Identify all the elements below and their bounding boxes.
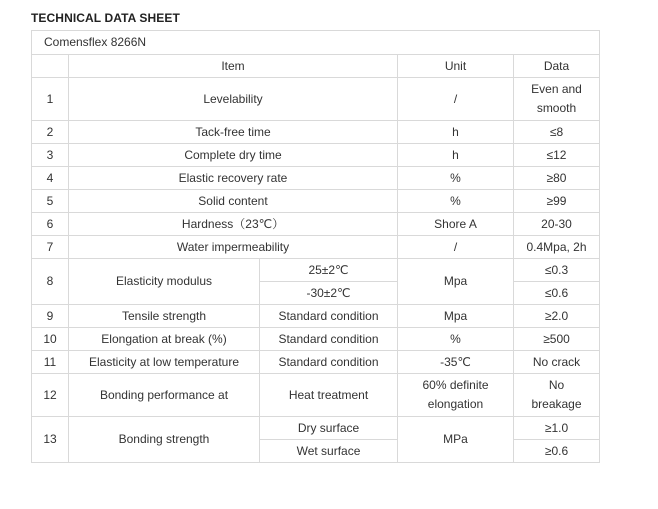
table-row: [32, 190, 600, 213]
row-number: 12: [32, 374, 69, 417]
row-data: [514, 78, 600, 121]
row-unit-line2: elongation: [427, 397, 484, 411]
row-data-line1: No: [548, 378, 565, 392]
row-unit: /: [398, 78, 514, 121]
row-data: ≥80: [514, 167, 600, 190]
row-condition: -30±2℃: [260, 282, 398, 305]
row-data: ≥1.0: [514, 417, 600, 440]
row-item: Bonding performance at: [69, 374, 260, 417]
row-unit: -35℃: [398, 351, 514, 374]
header-unit: Unit: [398, 55, 514, 78]
row-item: Elongation at break (%): [69, 328, 260, 351]
header-item: Item: [69, 55, 398, 78]
row-unit: Mpa: [398, 259, 514, 305]
row-condition: Standard condition: [260, 328, 398, 351]
row-item: Water impermeability: [69, 236, 398, 259]
table-row: [32, 213, 600, 236]
table-row: [32, 417, 600, 440]
row-number: 7: [32, 236, 69, 259]
row-unit: /: [398, 236, 514, 259]
row-data: ≥0.6: [514, 440, 600, 463]
sheet-title: TECHNICAL DATA SHEET: [31, 11, 180, 25]
row-data: ≥500: [514, 328, 600, 351]
technical-data-table: [31, 30, 600, 463]
row-data: 20-30: [514, 213, 600, 236]
row-number: 4: [32, 167, 69, 190]
row-data: ≥99: [514, 190, 600, 213]
row-condition: Heat treatment: [260, 374, 398, 417]
row-number: 1: [32, 78, 69, 121]
row-number: 11: [32, 351, 69, 374]
row-item: Elasticity at low temperature: [69, 351, 260, 374]
row-unit: %: [398, 328, 514, 351]
row-condition: Standard condition: [260, 305, 398, 328]
row-item: Levelability: [69, 78, 398, 121]
row-number: 13: [32, 417, 69, 463]
row-data: 0.4Mpa, 2h: [514, 236, 600, 259]
product-row: [32, 31, 600, 55]
row-item: Bonding strength: [69, 417, 260, 463]
row-unit: [398, 374, 514, 417]
row-unit-line1: 60% definite: [422, 378, 489, 392]
row-unit: %: [398, 167, 514, 190]
row-condition: Wet surface: [260, 440, 398, 463]
row-number: 2: [32, 121, 69, 144]
row-number: 6: [32, 213, 69, 236]
row-unit: Shore A: [398, 213, 514, 236]
header-data: Data: [514, 55, 600, 78]
table-row: [32, 374, 600, 417]
row-data-line1: Even and: [531, 82, 582, 96]
row-data-line2: breakage: [531, 397, 582, 411]
table-row: [32, 328, 600, 351]
row-item: Tensile strength: [69, 305, 260, 328]
row-number: 8: [32, 259, 69, 305]
row-number: 3: [32, 144, 69, 167]
row-number: 5: [32, 190, 69, 213]
table-row: [32, 121, 600, 144]
row-item: Hardness（23℃）: [69, 213, 398, 236]
row-item: Complete dry time: [69, 144, 398, 167]
table-row: [32, 167, 600, 190]
row-data: No crack: [514, 351, 600, 374]
row-condition: Standard condition: [260, 351, 398, 374]
row-unit: h: [398, 121, 514, 144]
table-row: [32, 259, 600, 282]
row-number: 10: [32, 328, 69, 351]
row-unit: h: [398, 144, 514, 167]
table-row: [32, 351, 600, 374]
row-condition: Dry surface: [260, 417, 398, 440]
row-data: ≤0.3: [514, 259, 600, 282]
row-data: [514, 374, 600, 417]
row-item: Elastic recovery rate: [69, 167, 398, 190]
header-row: [32, 55, 600, 78]
row-item: Tack-free time: [69, 121, 398, 144]
row-item: Solid content: [69, 190, 398, 213]
row-data: ≤12: [514, 144, 600, 167]
table-row: [32, 236, 600, 259]
product-name: Comensflex 8266N: [32, 31, 600, 55]
table-row: [32, 78, 600, 121]
header-number: [32, 55, 69, 78]
row-condition: 25±2℃: [260, 259, 398, 282]
table-row: [32, 144, 600, 167]
row-data: ≤8: [514, 121, 600, 144]
row-number: 9: [32, 305, 69, 328]
table-row: [32, 305, 600, 328]
row-unit: %: [398, 190, 514, 213]
row-item: Elasticity modulus: [69, 259, 260, 305]
row-unit: MPa: [398, 417, 514, 463]
row-data: ≤0.6: [514, 282, 600, 305]
row-unit: Mpa: [398, 305, 514, 328]
row-data-line2: smooth: [536, 101, 577, 115]
row-data: ≥2.0: [514, 305, 600, 328]
